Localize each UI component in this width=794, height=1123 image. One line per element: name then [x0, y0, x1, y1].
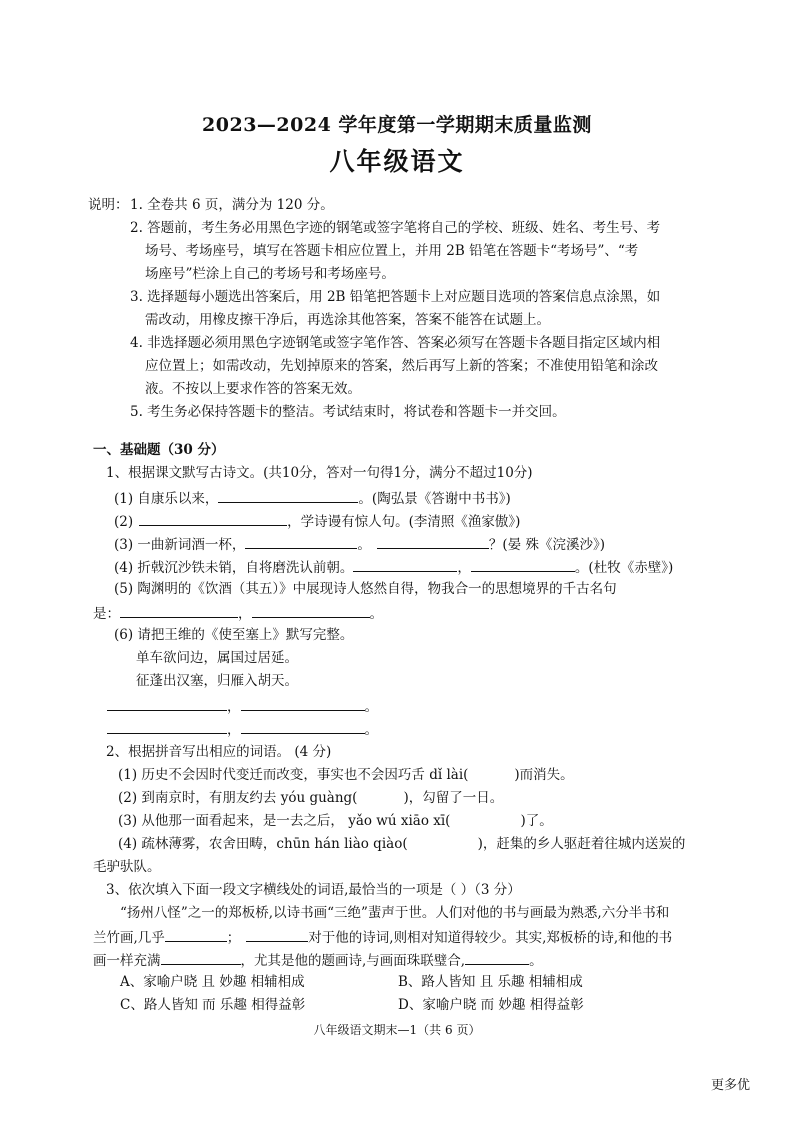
item-text: 是： — [93, 606, 120, 622]
item-text: ， — [227, 722, 241, 738]
question-1-item-5-cont — [93, 603, 383, 623]
instruction-line: 3. 选择题每小题选出答案后，用 2B 铅笔把答题卡上对应题目选项的答案信息点涂黑，如 — [130, 289, 661, 305]
item-text: (2) — [114, 514, 134, 530]
item-text: )，勾留了一日。 — [403, 790, 504, 806]
instruction-line: 1. 全卷共 6 页，满分为 120 分。 — [130, 197, 334, 213]
item-text: ， — [238, 606, 252, 622]
item-text: ， — [227, 699, 241, 715]
subject-title: 八年级语文 — [329, 147, 465, 176]
item-text: 对于他的诗词,则相对知道得较少。其实,郑板桥的诗,和他的书 — [308, 930, 673, 946]
answer-blank[interactable] — [471, 557, 575, 572]
question-1-item-4 — [114, 557, 673, 577]
option-c[interactable]: C、路人皆知 而 乐趣 相得益彰 — [120, 997, 306, 1013]
answer-blank[interactable] — [218, 488, 358, 503]
item-text: ，尤其是他的题画诗,与画面珠联璧合, — [240, 953, 466, 969]
item-text: (2) 到南京时，有朋友约去 yóu guàng( — [118, 790, 358, 806]
poem-line: 征蓬出汉塞，归雁入胡天。 — [136, 673, 298, 689]
instructions-label: 说明： — [88, 197, 129, 213]
option-b[interactable]: B、路人皆知 且 乐趣 相辅相成 — [398, 974, 583, 990]
question-1-stem: 1、根据课文默写古诗文。(共10分，答对一句得1分，满分不超过10分) — [106, 465, 533, 481]
question-2-item-4 — [118, 835, 685, 853]
instruction-line: 需改动，用橡皮擦干净后，再选涂其他答案，答案不能答在试题上。 — [145, 312, 550, 328]
item-text: )而消失。 — [514, 767, 574, 783]
item-text: ，学诗谩有惊人句。(李清照《渔家傲》) — [287, 514, 521, 530]
instruction-line: 4. 非选择题必须用黑色字迹钢笔或签字笔作答、答案必须写在答题卡各题目指定区域内相 — [130, 335, 661, 351]
item-text: ； — [226, 930, 241, 946]
instruction-line: 应位置上；如需改动，先划掉原来的答案，然后再写上新的答案；不准使用铅笔和涂改 — [145, 358, 658, 374]
passage-line — [93, 927, 672, 947]
poem-blank-line — [107, 696, 378, 716]
answer-blank[interactable] — [120, 603, 238, 618]
item-text: (1) 自康乐以来， — [114, 491, 219, 507]
poem-blank-line — [107, 719, 378, 739]
item-text: ？(晏 殊《浣溪沙》) — [488, 537, 605, 553]
item-text: 兰竹画,几乎 — [93, 930, 165, 946]
item-text: 画一样充满 — [93, 953, 161, 969]
answer-blank[interactable] — [245, 534, 357, 549]
answer-blank[interactable] — [139, 511, 287, 526]
item-text: 。 — [357, 537, 371, 553]
answer-blank[interactable] — [246, 927, 308, 942]
section-heading: 一、基础题（30 分） — [93, 442, 225, 458]
question-1-item-3 — [114, 534, 605, 554]
question-2-item-1 — [118, 766, 574, 784]
item-text: (4) 折戟沉沙铁未销，自将磨洗认前朝。 — [114, 560, 354, 576]
item-text: 。 — [364, 699, 378, 715]
page-footer: 八年级语文期末—1（共 6 页） — [313, 1023, 481, 1037]
answer-blank[interactable] — [107, 696, 227, 711]
answer-blank[interactable] — [241, 719, 365, 734]
question-3-stem: 3、依次填入下面一段文字横线处的词语,最恰当的一项是（ ）（3 分） — [106, 882, 521, 898]
passage-line: “扬州八怪”之一的郑板桥,以诗书画“三绝”蜚声于世。人们对他的书与画最为熟悉,六分半书和 — [120, 905, 670, 921]
option-d[interactable]: D、家喻户晓 而 妙趣 相得益彰 — [398, 997, 584, 1013]
item-text: 。(陶弘景《答谢中书书》) — [358, 491, 511, 507]
instruction-line: 液。不按以上要求作答的答案无效。 — [145, 381, 361, 397]
passage-line — [93, 950, 543, 970]
answer-blank[interactable] — [465, 950, 529, 965]
question-1-item-1 — [114, 488, 511, 508]
answer-blank[interactable] — [107, 719, 227, 734]
item-text: )，赶集的乡人驱赶着往城内送炭的 — [477, 836, 686, 852]
poem-line: 单车欲问边，属国过居延。 — [136, 650, 298, 666]
item-text: )了。 — [520, 813, 553, 829]
question-1-item-5: (5) 陶渊明的《饮酒（其五）》中展现诗人悠然自得，物我合一的思想境界的千古名句 — [114, 581, 617, 597]
item-text: 。 — [364, 722, 378, 738]
question-2-stem: 2、根据拼音写出相应的词语。 (4 分) — [106, 744, 332, 760]
item-text: (1) 历史不会因时代变迁而改变，事实也不会因巧舌 dǐ lài( — [118, 767, 469, 783]
answer-blank[interactable] — [165, 927, 227, 942]
answer-blank[interactable] — [161, 950, 241, 965]
answer-blank[interactable] — [252, 603, 370, 618]
item-text: (4) 疏林薄雾，农舍田畴，chūn hán liào qiào( — [118, 836, 408, 852]
item-text: ， — [457, 560, 471, 576]
item-text: 。 — [369, 606, 383, 622]
answer-blank[interactable] — [353, 557, 457, 572]
question-2-item-4-cont: 毛驴驮队。 — [93, 859, 161, 875]
instruction-line: 场座号”栏涂上自己的考场号和考场座号。 — [145, 266, 395, 282]
corner-text: 更多优 — [711, 1078, 751, 1093]
item-text: (3) 一曲新词酒一杯， — [114, 537, 246, 553]
question-1-item-2 — [114, 511, 520, 531]
instruction-line: 场号、考场座号，填写在答题卡相应位置上，并用 2B 铅笔在答题卡“考场号”、“考 — [145, 243, 639, 259]
exam-title: 2023—2024 学年度第一学期期末质量监测 — [202, 114, 592, 136]
question-1-item-6: (6) 请把王维的《使至塞上》默写完整。 — [114, 627, 354, 643]
instruction-line: 5. 考生务必保持答题卡的整洁。考试结束时，将试卷和答题卡一并交回。 — [130, 404, 566, 420]
item-text: (3) 从他那一面看起来，是一去之后， yǎo wú xiāo xī( — [118, 813, 451, 829]
answer-blank[interactable] — [241, 696, 365, 711]
option-a[interactable]: A、家喻户晓 且 妙趣 相辅相成 — [120, 974, 305, 990]
item-text: 。(杜牧《赤壁》) — [574, 560, 674, 576]
instruction-line: 2. 答题前，考生务必用黑色字迹的钢笔或签字笔将自己的学校、班级、姓名、考生号、考 — [130, 220, 661, 236]
question-2-item-3 — [118, 812, 553, 830]
item-text: 。 — [529, 953, 543, 969]
answer-blank[interactable] — [377, 534, 489, 549]
question-2-item-2 — [118, 789, 503, 807]
